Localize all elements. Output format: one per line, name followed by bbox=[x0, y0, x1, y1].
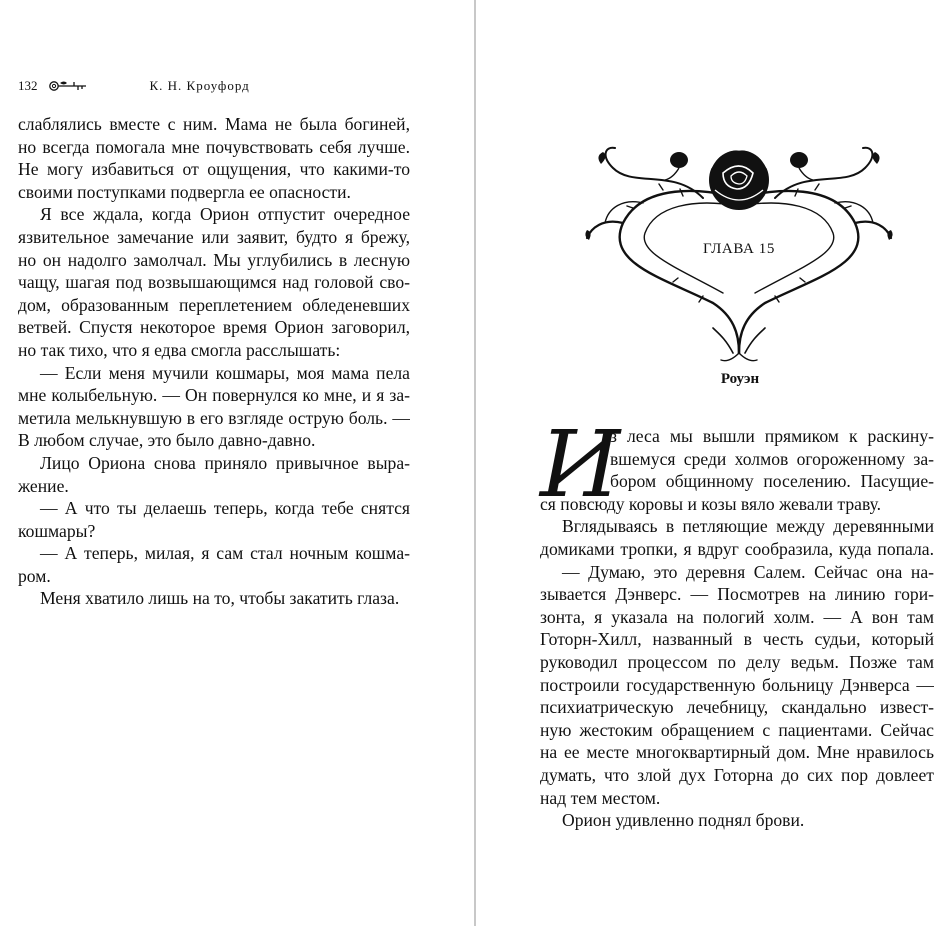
book-author-header: К. Н. Кроуфорд bbox=[149, 78, 250, 93]
text-line: Меня хватило лишь на то, чтобы закатить глаза. bbox=[40, 588, 400, 609]
text-line: — А что ты делаешь теперь, когда тебе снятся bbox=[40, 498, 410, 519]
key-ornament-icon bbox=[48, 79, 88, 93]
text-line: психиатрическую лечебницу, скандально извест- bbox=[540, 697, 934, 718]
text-line: зывается Дэнверс. — Посмотрев на линию гори- bbox=[540, 584, 934, 605]
text-line: на ее месте многоквартирный дом. Мне нравилось bbox=[540, 742, 934, 763]
text-line: Я все ждала, когда Орион отпустит очередное bbox=[40, 204, 410, 225]
page-number: 132 bbox=[18, 78, 38, 93]
right-page-body bbox=[540, 411, 934, 832]
text-line: зонта, я указала на пологий холм. — А вон там bbox=[540, 606, 934, 627]
chapter-number: ГЛАВА 15 bbox=[680, 241, 798, 258]
text-line: з леса мы вышли прямиком к раскину- bbox=[610, 426, 934, 446]
drop-cap: И bbox=[540, 411, 621, 518]
chapter-title: Роуэн bbox=[720, 371, 760, 387]
text-line: язвительное замечание или заявит, будто я брежу, bbox=[18, 226, 410, 247]
text-line: дом, образованным переплетением обледеневших bbox=[18, 294, 410, 315]
text-line: Не могу избавиться от ощущения, что какими-то bbox=[18, 159, 410, 180]
text-line: метила мелькнувшую в его взгляде острую боль. — bbox=[18, 407, 410, 428]
running-header bbox=[18, 76, 250, 96]
text-line: своими поступками подвергла ее опасности. bbox=[18, 181, 351, 202]
text-line: — А теперь, милая, я сам стал ночным кошма- bbox=[40, 543, 410, 564]
text-line: жение. bbox=[18, 475, 69, 496]
text-line: Лицо Ориона снова приняло привычное выра- bbox=[40, 452, 410, 473]
text-line: но так тихо, что я едва смогла расслышать: bbox=[18, 339, 341, 360]
text-line: над тем местом. bbox=[540, 787, 661, 808]
left-page-body bbox=[18, 113, 410, 610]
text-line: — Если меня мучили кошмары, моя мама пела bbox=[40, 362, 410, 383]
text-line: В любом случае, это было давно-давно. bbox=[18, 430, 316, 451]
text-line: думать, что злой дух Готорна до сих пор довлеет bbox=[540, 764, 934, 785]
text-line: ветвей. Спустя некоторое время Орион заговорил, bbox=[18, 317, 410, 338]
text-line: руководил процессом по делу ведьм. Позже там bbox=[540, 651, 934, 672]
text-line: Готорн-Хилл, названный в честь судьи, который bbox=[540, 629, 934, 650]
text-line: кошмары? bbox=[18, 520, 96, 541]
text-line: бором общинному поселению. Пасущие- bbox=[610, 471, 934, 492]
text-line: ную жестоким обращением с пациентами. Сейчас bbox=[540, 719, 934, 740]
text-line: но всегда помогала мне почувствовать себя лучше. bbox=[18, 136, 410, 157]
text-line: — Думаю, это деревня Салем. Сейчас она на- bbox=[562, 561, 934, 582]
text-line: чащу, шагая под возвышающимся над головой сво- bbox=[18, 272, 410, 293]
text-line: но он надолго замолчал. Мы углубились в лесную bbox=[18, 249, 410, 270]
text-line: слаблялись вместе с ним. Мама не была богиней, bbox=[18, 114, 410, 134]
text-line: вшемуся среди холмов огороженному за- bbox=[610, 448, 934, 469]
text-line: мне колыбельную. — Он повернулся ко мне, и я за- bbox=[18, 385, 410, 406]
text-line: Орион удивленно поднял брови. bbox=[562, 810, 805, 831]
text-line: домиками тропки, я вдруг сообразила, куда попала. bbox=[540, 538, 934, 559]
text-line: построили государственную больницу Дэнверса — bbox=[540, 674, 934, 695]
page-gutter bbox=[474, 0, 476, 926]
text-line: ся повсюду коровы и козы вяло жевали траву. bbox=[540, 493, 882, 514]
text-line: Вглядываясь в петляющие между деревянными bbox=[562, 516, 934, 537]
text-line: ром. bbox=[18, 565, 51, 586]
